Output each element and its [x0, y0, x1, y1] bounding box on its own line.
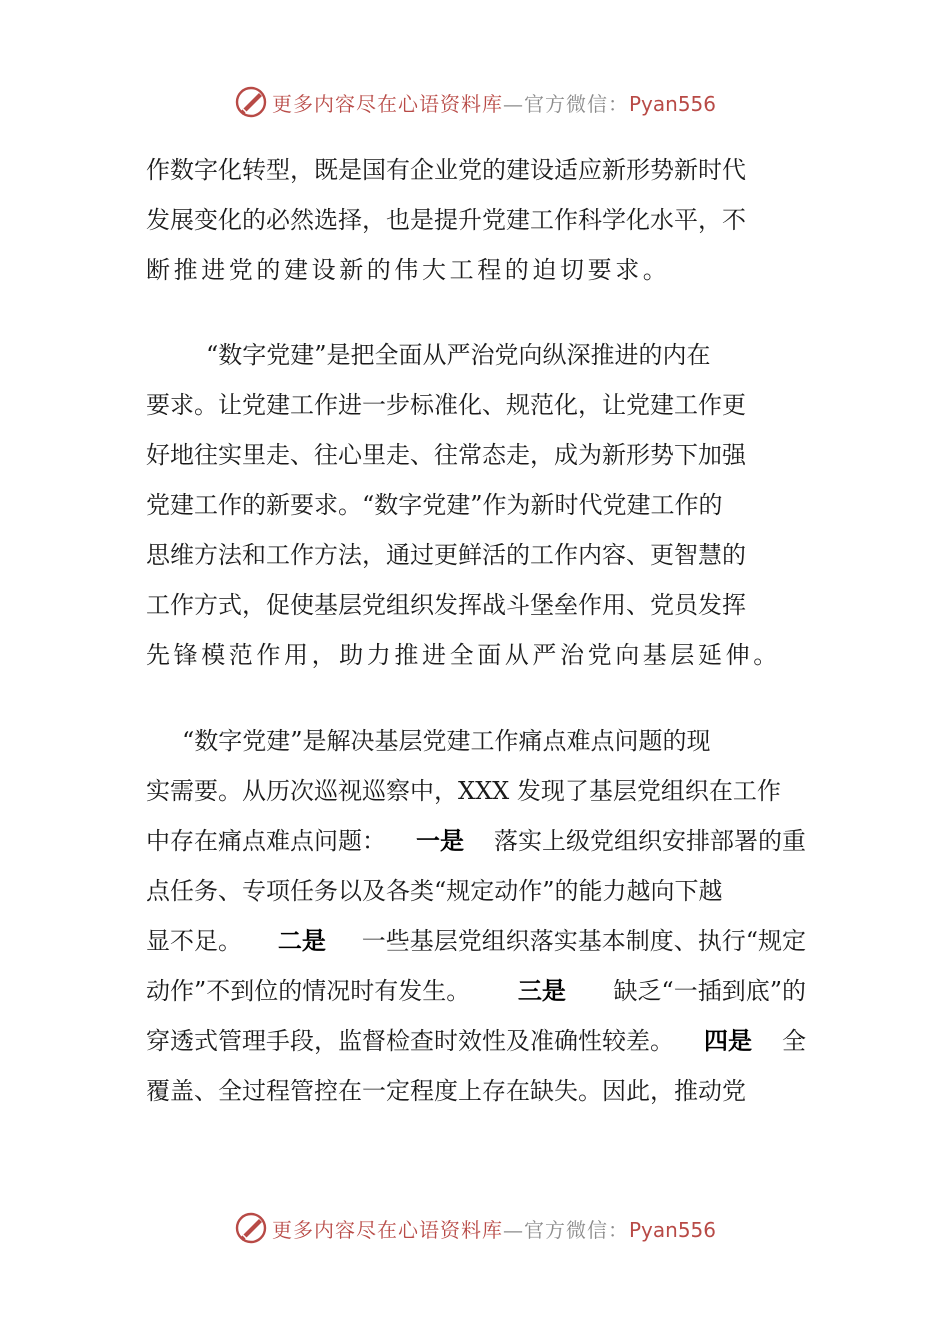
- text-line: 工作方式，促使基层党组织发挥战斗堡垒作用、党员发挥: [146, 591, 746, 619]
- text-span: 一些基层党组织落实基本制度、执行“规定: [361, 927, 806, 955]
- text-line: 作数字化转型，既是国有企业党的建设适应新形势新时代: [146, 156, 746, 184]
- banner-dash: —: [502, 91, 524, 116]
- text-span: 动作”不到位的情况时有发生。: [146, 977, 471, 1005]
- emphasis-first: 一是: [416, 826, 464, 855]
- text-line: 覆盖、全过程管控在一定程度上存在缺失。因此，推动党: [146, 1077, 746, 1105]
- text-line: 实需要。从历次巡视巡察中，XXX 发现了基层党组织在工作: [146, 777, 781, 805]
- banner-wechat-label: 官方微信：: [523, 1217, 629, 1242]
- text-line: 先锋模范作用，助力推进全面从严治党向基层延伸。: [146, 641, 781, 669]
- text-span: 落实上级党组织安排部署的重: [494, 827, 806, 855]
- paragraph-3: [146, 716, 806, 1116]
- text-span: 缺乏“一插到底”的: [613, 977, 806, 1005]
- text-span: 中存在痛点难点问题：: [146, 827, 386, 855]
- text-line: 发展变化的必然选择，也是提升党建工作科学化水平，不: [146, 206, 746, 234]
- text-line: 思维方法和工作方法，通过更鲜活的工作内容、更智慧的: [146, 541, 746, 569]
- banner-title: 更多内容尽在心语资料库: [271, 91, 503, 116]
- text-span: 穿透式管理手段，监督检查时效性及准确性较差。: [146, 1027, 674, 1055]
- paragraph-1: [146, 145, 806, 295]
- banner-wechat-id: Pyan556: [628, 1217, 716, 1242]
- banner-dash: —: [502, 1217, 524, 1242]
- text-span: 显不足。: [146, 927, 242, 955]
- header-watermark-banner: [0, 82, 950, 122]
- text-line: “数字党建”是解决基层党建工作痛点难点问题的现: [182, 727, 711, 755]
- text-line: 好地往实里走、往心里走、往常态走，成为新形势下加强: [146, 441, 746, 469]
- text-line: [146, 916, 806, 966]
- pen-logo-icon: [234, 85, 268, 119]
- text-line: [146, 1016, 806, 1066]
- paragraph-2: [146, 330, 806, 680]
- text-line: 要求。让党建工作进一步标准化、规范化，让党建工作更: [146, 391, 746, 419]
- text-line: 点任务、专项任务以及各类“规定动作”的能力越向下越: [146, 877, 723, 905]
- text-line: 党建工作的新要求。“数字党建”作为新时代党建工作的: [146, 491, 723, 519]
- banner-wechat-label: 官方微信：: [523, 91, 629, 116]
- text-line: 断推进党的建设新的伟大工程的迫切要求。: [146, 256, 671, 284]
- text-span: 全: [782, 1027, 806, 1055]
- emphasis-fourth: 四是: [704, 1026, 752, 1055]
- text-line: [146, 816, 806, 866]
- pen-logo-icon: [234, 1211, 268, 1245]
- emphasis-third: 三是: [517, 976, 566, 1005]
- emphasis-second: 二是: [277, 926, 326, 955]
- footer-watermark-banner: [0, 1208, 950, 1248]
- text-line: “数字党建”是把全面从严治党向纵深推进的内在: [206, 341, 711, 369]
- banner-title: 更多内容尽在心语资料库: [271, 1217, 503, 1242]
- banner-wechat-id: Pyan556: [628, 91, 716, 116]
- text-line: [146, 966, 806, 1016]
